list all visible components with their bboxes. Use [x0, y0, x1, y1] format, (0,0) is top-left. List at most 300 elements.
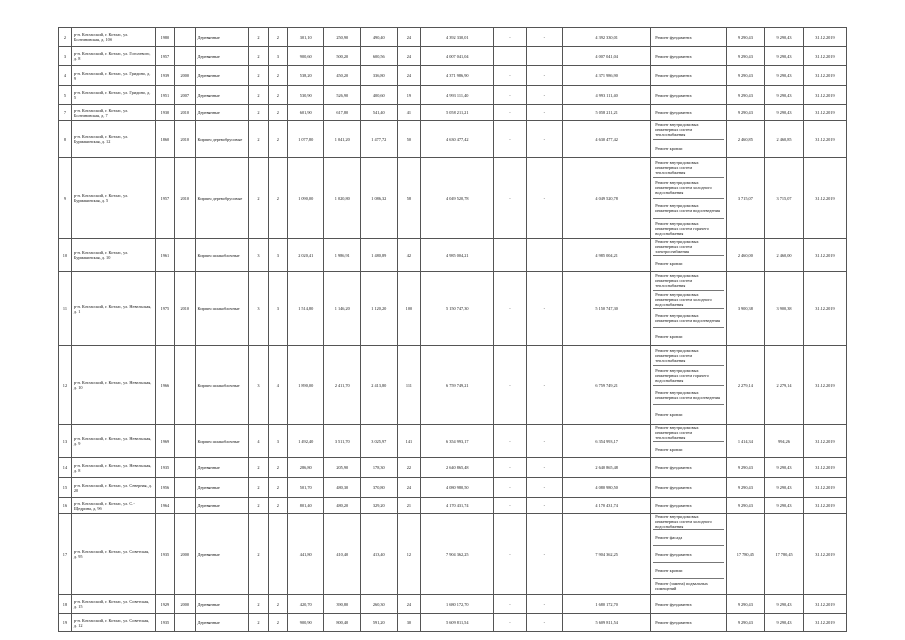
cell-residential-area: 541,40: [361, 105, 398, 121]
work-item: Ремонт фундамента: [655, 485, 692, 490]
cell-completion-date: 31.12.2019: [803, 121, 846, 158]
table-row: [59, 158, 847, 239]
cell-year-built: 1951: [155, 86, 174, 105]
cell-wall-material: Кирпич шлакоблочные: [195, 239, 249, 272]
work-item: Ремонт внутридомовых инженерных систем холодного водоснабжения: [655, 514, 712, 530]
cell-year-built: 1975: [155, 272, 174, 346]
cell-year-built: 1935: [155, 514, 174, 595]
cell-fund-1: -: [494, 121, 526, 158]
cell-unit-price: 9 290,43: [726, 105, 765, 121]
cell-floors: 4: [249, 425, 268, 458]
cell-entrances: 3: [268, 272, 287, 346]
cell-living-area: 1 041,20: [324, 121, 361, 158]
work-item: Ремонт внутридомовых инженерных систем теплоснабжения: [655, 425, 699, 441]
cell-work-types: [651, 66, 726, 86]
cell-entrances: 2: [268, 498, 287, 514]
cell-entrances: 2: [268, 86, 287, 105]
cell-wall-material: Кирпич деревобрусовые: [195, 158, 249, 239]
cell-completion-date: 31.12.2019: [803, 239, 846, 272]
cell-wall-material: Кирпич деревобрусовые: [195, 121, 249, 158]
cell-max-price: 17 780,45: [765, 514, 804, 595]
cell-fund-1: [494, 47, 526, 66]
cell-row-number: 10: [59, 239, 72, 272]
cell-floors: 3: [249, 272, 268, 346]
cell-residents: 100: [397, 272, 421, 346]
cell-max-price: 2 279,14: [765, 346, 804, 425]
cell-floors: 2: [249, 86, 268, 105]
cell-capital-cost: 4 392 330,01: [563, 28, 651, 47]
cell-living-area: 450,20: [324, 66, 361, 86]
cell-unit-price: 9 290,43: [726, 86, 765, 105]
cell-work-types: [651, 595, 726, 614]
cell-max-price: 3 900,38: [765, 272, 804, 346]
cell-living-area: 250,90: [324, 28, 361, 47]
cell-floors: 2: [249, 595, 268, 614]
cell-max-price: 9 290,43: [765, 105, 804, 121]
cell-year-built: 1930: [155, 105, 174, 121]
cell-address: р-н. Котласский, г. Котлас, ул. Болтиновская, д. 7: [71, 105, 155, 121]
cell-fund-2: -: [526, 346, 563, 425]
cell-row-number: 18: [59, 595, 72, 614]
work-item: Ремонт внутридомовых инженерных систем водоотведения: [653, 385, 723, 405]
cell-residential-area: 1 086,32: [361, 158, 398, 239]
cell-year-built: 1957: [155, 158, 174, 239]
cell-work-types: [651, 498, 726, 514]
cell-living-area: 2 411,70: [324, 346, 361, 425]
work-item: Ремонт кровли: [653, 255, 723, 272]
work-item: Ремонт внутридомовых инженерных систем теплоснабжения: [655, 160, 699, 176]
table-row: [59, 595, 847, 614]
cell-total-area: 420,70: [287, 595, 324, 614]
cell-total-cost: 4 985 004,21: [421, 239, 494, 272]
cell-fund-2: [526, 239, 563, 272]
cell-residential-area: 400,60: [361, 86, 398, 105]
cell-row-number: 3: [59, 47, 72, 66]
cell-residential-area: 1 477,72: [361, 121, 398, 158]
cell-row-number: 4: [59, 66, 72, 86]
work-item: Ремонт фундамента: [655, 110, 692, 115]
cell-entrances: 4: [268, 346, 287, 425]
cell-max-price: 9 290,43: [765, 86, 804, 105]
cell-total-area: 441,80: [287, 514, 324, 595]
cell-fund-1: -: [494, 66, 526, 86]
cell-total-cost: 4 993 111,40: [421, 86, 494, 105]
cell-total-cost: 2 640 865,48: [421, 458, 494, 478]
cell-entrances: 2: [268, 121, 287, 158]
cell-living-area: 480,30: [324, 478, 361, 498]
cell-year-built: 1935: [155, 458, 174, 478]
cell-work-types: [651, 346, 726, 425]
cell-floors: 2: [249, 47, 268, 66]
cell-entrances: 2: [268, 105, 287, 121]
cell-year-commissioning: [175, 239, 195, 272]
cell-address: р-н. Котласский, г. Котлас, ул. Бурмакинская, д. 10: [71, 239, 155, 272]
cell-fund-1: -: [494, 614, 526, 632]
cell-floors: 2: [249, 121, 268, 158]
work-item: Ремонт фасада: [653, 529, 723, 545]
table-row: [59, 346, 847, 425]
cell-unit-price: 2 460,00: [726, 239, 765, 272]
cell-residential-area: 591,20: [361, 614, 398, 632]
work-item: Ремонт кровли: [653, 327, 723, 346]
table-row: [59, 121, 847, 158]
cell-floors: 2: [249, 28, 268, 47]
cell-total-cost: 4 007 041,04: [421, 47, 494, 66]
cell-residents: 41: [397, 105, 421, 121]
cell-fund-2: -: [526, 121, 563, 158]
cell-unit-price: 3 900,38: [726, 272, 765, 346]
cell-capital-cost: 4 985 004,21: [563, 239, 651, 272]
cell-capital-cost: 4 371 986,90: [563, 66, 651, 86]
table-row: [59, 614, 847, 632]
work-item: Ремонт фундамента: [653, 545, 723, 561]
cell-address: р-н. Котласский, г. Котлас, ул. Бурмакинская, д. 12: [71, 121, 155, 158]
cell-year-commissioning: 2000: [175, 595, 195, 614]
cell-floors: 3: [249, 346, 268, 425]
cell-total-area: 1 492,40: [287, 425, 324, 458]
cell-entrances: 2: [268, 158, 287, 239]
cell-row-number: 8: [59, 121, 72, 158]
work-item: Ремонт внутридомовых инженерных систем водоотведения: [653, 198, 723, 218]
cell-address: р-н. Котласский, г. Котлас, ул. Гридино, д. 9: [71, 66, 155, 86]
cell-total-area: 301,10: [287, 28, 324, 47]
cell-living-area: 1 986,91: [324, 239, 361, 272]
cell-max-price: 9 290,43: [765, 28, 804, 47]
cell-fund-2: [526, 47, 563, 66]
cell-total-cost: 4 080 980,50: [421, 478, 494, 498]
cell-completion-date: 31.12.2019: [803, 272, 846, 346]
cell-address: р-н. Котласский, г. Котлас, ул. Невельская, д. 9: [71, 425, 155, 458]
cell-floors: 2: [249, 105, 268, 121]
cell-year-built: 1939: [155, 66, 174, 86]
cell-unit-price: 2 460,85: [726, 121, 765, 158]
cell-row-number: 14: [59, 458, 72, 478]
cell-address: р-н. Котласский, г. Котлас, ул. С.-Щедрина, д. 9б: [71, 498, 155, 514]
cell-fund-2: -: [526, 514, 563, 595]
cell-total-area: 2 020,41: [287, 239, 324, 272]
cell-unit-price: 3 715,07: [726, 158, 765, 239]
cell-year-commissioning: 2010: [175, 158, 195, 239]
cell-year-commissioning: [175, 458, 195, 478]
cell-max-price: 2 460,85: [765, 121, 804, 158]
work-item: Ремонт фундамента: [655, 601, 692, 607]
cell-fund-1: -: [494, 425, 526, 458]
cell-capital-cost: 4 080 980,50: [563, 478, 651, 498]
cell-work-types: [651, 105, 726, 121]
cell-living-area: 1 020,80: [324, 158, 361, 239]
cell-work-types: [651, 47, 726, 66]
cell-row-number: 11: [59, 272, 72, 346]
cell-fund-1: -: [494, 595, 526, 614]
cell-living-area: 480,20: [324, 498, 361, 514]
work-item: Ремонт фундамента: [655, 92, 692, 98]
cell-capital-cost: 4 007 041,04: [563, 47, 651, 66]
cell-total-cost: 5 150 747,30: [421, 272, 494, 346]
cell-residential-area: 178,30: [361, 458, 398, 478]
cell-residents: 24: [397, 47, 421, 66]
cell-address: р-н. Котласский, г. Котлас, ул. Невельская, д. 1: [71, 272, 155, 346]
cell-entrances: 2: [268, 614, 287, 632]
cell-wall-material: Деревянные: [195, 595, 249, 614]
cell-work-types: [651, 121, 726, 158]
cell-fund-2: -: [526, 614, 563, 632]
cell-year-built: 1961: [155, 239, 174, 272]
cell-year-built: 1935: [155, 614, 174, 632]
work-item: Ремонт внутридомовых инженерных систем теплоснабжения: [655, 122, 699, 138]
cell-capital-cost: 7 904 362,25: [563, 514, 651, 595]
cell-capital-cost: 4 049 520,78: [563, 158, 651, 239]
cell-work-types: [651, 458, 726, 478]
work-item: Ремонт внутридомовых инженерных систем холодного водоснабжения: [653, 290, 723, 309]
cell-address: р-н. Котласский, г. Котлас, ул. Гридино, д. 5: [71, 86, 155, 105]
cell-total-cost: 6 759 749,21: [421, 346, 494, 425]
cell-living-area: 617,80: [324, 105, 361, 121]
table-row: [59, 47, 847, 66]
table-row: [59, 514, 847, 595]
work-item: Ремонт фундамента: [655, 34, 692, 40]
cell-residential-area: 600,56: [361, 47, 398, 66]
cell-floors: 2: [249, 66, 268, 86]
cell-row-number: 7: [59, 105, 72, 121]
work-item: Ремонт фундамента: [655, 465, 692, 470]
work-item: Ремонт внутридомовых инженерных систем водоотведения: [653, 308, 723, 327]
cell-entrances: 2: [268, 458, 287, 478]
cell-work-types: [651, 272, 726, 346]
cell-residential-area: 1 480,89: [361, 239, 398, 272]
cell-completion-date: 31.12.2019: [803, 425, 846, 458]
cell-wall-material: Деревянные: [195, 458, 249, 478]
cell-total-area: 501,70: [287, 478, 324, 498]
cell-entrances: [268, 514, 287, 595]
cell-fund-1: -: [494, 514, 526, 595]
table-row: [59, 28, 847, 47]
cell-work-types: [651, 425, 726, 458]
cell-max-price: 9 290,43: [765, 478, 804, 498]
cell-capital-cost: 2 640 865,48: [563, 458, 651, 478]
cell-residents: 50: [397, 121, 421, 158]
cell-residents: 19: [397, 86, 421, 105]
cell-total-cost: 4 049 520,78: [421, 158, 494, 239]
work-item: Ремонт фундамента: [655, 503, 692, 508]
work-item: Ремонт внутридомовых инженерных систем холодного водоснабжения: [653, 177, 723, 197]
cell-max-price: 3 715,07: [765, 158, 804, 239]
cell-unit-price: 9 290,43: [726, 458, 765, 478]
cell-fund-2: -: [526, 86, 563, 105]
work-item: Ремонт фундамента: [655, 53, 692, 59]
cell-completion-date: 31.12.2019: [803, 47, 846, 66]
cell-residents: 24: [397, 478, 421, 498]
cell-max-price: 9 290,43: [765, 47, 804, 66]
cell-residents: 12: [397, 514, 421, 595]
cell-capital-cost: 6 354 993,17: [563, 425, 651, 458]
cell-residential-area: 413,40: [361, 514, 398, 595]
cell-max-price: 9 290,43: [765, 614, 804, 632]
work-item: Ремонт внутридомовых инженерных систем теплоснабжения: [655, 273, 699, 289]
cell-living-area: 205,90: [324, 458, 361, 478]
table-row: [59, 498, 847, 514]
cell-total-area: 538,20: [287, 66, 324, 86]
cell-year-built: 1966: [155, 346, 174, 425]
cell-fund-1: -: [494, 272, 526, 346]
work-item: Ремонт внутридомовых инженерных систем теплоснабжения: [655, 347, 699, 363]
cell-year-built: 1956: [155, 478, 174, 498]
cell-entrances: 3: [268, 425, 287, 458]
cell-year-commissioning: [175, 28, 195, 47]
cell-unit-price: 9 290,43: [726, 47, 765, 66]
work-item: Ремонт внутридомовых инженерных систем горячего водоснабжения: [653, 365, 723, 385]
work-item: Ремонт кровли: [653, 404, 723, 424]
cell-address: р-н. Котласский, г. Котлас, ул. Советская, д. 95: [71, 514, 155, 595]
cell-max-price: 2 460,00: [765, 239, 804, 272]
cell-residents: 30: [397, 614, 421, 632]
cell-residents: 24: [397, 595, 421, 614]
cell-completion-date: 31.12.2019: [803, 614, 846, 632]
cell-year-built: 1969: [155, 425, 174, 458]
cell-year-commissioning: 2000: [175, 66, 195, 86]
cell-fund-2: -: [526, 478, 563, 498]
cell-total-area: 900,90: [287, 614, 324, 632]
cell-fund-2: -: [526, 28, 563, 47]
cell-row-number: 16: [59, 498, 72, 514]
register-table: [58, 27, 847, 632]
cell-unit-price: 9 290,43: [726, 28, 765, 47]
cell-work-types: [651, 514, 726, 595]
cell-total-area: 601,90: [287, 105, 324, 121]
cell-year-commissioning: 2007: [175, 86, 195, 105]
cell-address: р-н. Котласский, г. Котлас, ул. Невельская, д. 10: [71, 346, 155, 425]
cell-address: р-н. Котласский, г. Котлас, ул. Болтиновская, д. 10б: [71, 28, 155, 47]
work-item: Ремонт кровли: [653, 562, 723, 578]
cell-residents: 24: [397, 66, 421, 86]
table-row: [59, 86, 847, 105]
table-row: [59, 458, 847, 478]
cell-unit-price: 9 290,43: [726, 498, 765, 514]
cell-wall-material: Деревянные: [195, 478, 249, 498]
cell-completion-date: 31.12.2019: [803, 514, 846, 595]
cell-wall-material: Кирпич шлакоблочные: [195, 425, 249, 458]
work-item: Ремонт внутридомовых инженерных систем горячего водоснабжения: [653, 218, 723, 238]
cell-work-types: [651, 158, 726, 239]
cell-address: р-н. Котласский, г. Котлас, ул. Советская, д. 15: [71, 595, 155, 614]
cell-row-number: 9: [59, 158, 72, 239]
cell-fund-1: -: [494, 458, 526, 478]
cell-capital-cost: 6 759 749,21: [563, 346, 651, 425]
cell-completion-date: 31.12.2019: [803, 86, 846, 105]
cell-year-built: 1860: [155, 121, 174, 158]
cell-row-number: 5: [59, 86, 72, 105]
cell-year-commissioning: [175, 425, 195, 458]
cell-year-commissioning: [175, 346, 195, 425]
cell-unit-price: 17 780,45: [726, 514, 765, 595]
cell-fund-1: -: [494, 158, 526, 239]
cell-max-price: 9 290,43: [765, 458, 804, 478]
cell-wall-material: Деревянные: [195, 47, 249, 66]
cell-residential-area: 329,20: [361, 498, 398, 514]
cell-unit-price: 9 290,43: [726, 595, 765, 614]
cell-residents: 141: [397, 425, 421, 458]
cell-residents: 21: [397, 498, 421, 514]
cell-wall-material: Кирпич шлакоблочные: [195, 346, 249, 425]
work-item: Ремонт (замена) подвальных помещений: [653, 578, 723, 594]
cell-residents: 24: [397, 28, 421, 47]
work-item: Ремонт кровли: [653, 441, 723, 458]
cell-residential-area: 2 413,80: [361, 346, 398, 425]
cell-living-area: 800,40: [324, 614, 361, 632]
cell-year-commissioning: 2010: [175, 105, 195, 121]
cell-year-commissioning: [175, 478, 195, 498]
cell-total-cost: 4 630 477,42: [421, 121, 494, 158]
cell-row-number: 13: [59, 425, 72, 458]
cell-year-built: 1980: [155, 28, 174, 47]
cell-capital-cost: 5 609 811,54: [563, 614, 651, 632]
cell-address: р-н. Котласский, г. Котлас, ул. Невельская, д. 8: [71, 458, 155, 478]
cell-entrances: 3: [268, 47, 287, 66]
cell-floors: 2: [249, 478, 268, 498]
cell-fund-2: -: [526, 66, 563, 86]
cell-unit-price: 9 290,43: [726, 614, 765, 632]
cell-capital-cost: 4 993 111,40: [563, 86, 651, 105]
cell-wall-material: Деревянные: [195, 498, 249, 514]
cell-work-types: [651, 478, 726, 498]
cell-total-cost: 5 609 811,54: [421, 614, 494, 632]
cell-capital-cost: 4 630 477,42: [563, 121, 651, 158]
cell-total-area: 1 890,00: [287, 346, 324, 425]
cell-completion-date: 31.12.2019: [803, 105, 846, 121]
cell-wall-material: Кирпич шлакоблочные: [195, 272, 249, 346]
cell-address: р-н. Котласский, г. Котлас, ул. Советская, д. 12: [71, 614, 155, 632]
cell-unit-price: 9 290,43: [726, 478, 765, 498]
table-row: [59, 272, 847, 346]
table-body: [59, 28, 847, 632]
cell-fund-2: -: [526, 458, 563, 478]
cell-entrances: 2: [268, 28, 287, 47]
cell-total-area: 900,60: [287, 47, 324, 66]
cell-year-commissioning: 2010: [175, 121, 195, 158]
cell-fund-1: [494, 239, 526, 272]
cell-wall-material: Деревянные: [195, 28, 249, 47]
table-row: [59, 239, 847, 272]
cell-floors: 2: [249, 614, 268, 632]
cell-total-area: 1 077,80: [287, 121, 324, 158]
cell-residential-area: 3 025,97: [361, 425, 398, 458]
cell-row-number: 19: [59, 614, 72, 632]
cell-entrances: 2: [268, 66, 287, 86]
cell-total-cost: 4 170 431,74: [421, 498, 494, 514]
cell-fund-1: -: [494, 346, 526, 425]
table-row: [59, 105, 847, 121]
cell-residential-area: 1 120,20: [361, 272, 398, 346]
cell-residential-area: 490,40: [361, 28, 398, 47]
cell-total-cost: 4 392 330,01: [421, 28, 494, 47]
cell-year-commissioning: [175, 47, 195, 66]
cell-unit-price: 1 414,34: [726, 425, 765, 458]
cell-fund-2: -: [526, 425, 563, 458]
table-row: [59, 425, 847, 458]
cell-wall-material: Деревянные: [195, 514, 249, 595]
cell-row-number: 15: [59, 478, 72, 498]
cell-capital-cost: 1 680 172,70: [563, 595, 651, 614]
cell-completion-date: 31.12.2019: [803, 346, 846, 425]
cell-year-commissioning: [175, 614, 195, 632]
cell-total-cost: 1 680 172,70: [421, 595, 494, 614]
cell-address: р-н. Котласский, г. Котлас, ул. Бурмакинская, д. 5: [71, 158, 155, 239]
cell-max-price: 9 290,43: [765, 66, 804, 86]
cell-total-cost: 6 354 993,17: [421, 425, 494, 458]
cell-floors: 2: [249, 514, 268, 595]
cell-fund-2: -: [526, 105, 563, 121]
cell-year-built: 1964: [155, 498, 174, 514]
cell-fund-1: -: [494, 498, 526, 514]
